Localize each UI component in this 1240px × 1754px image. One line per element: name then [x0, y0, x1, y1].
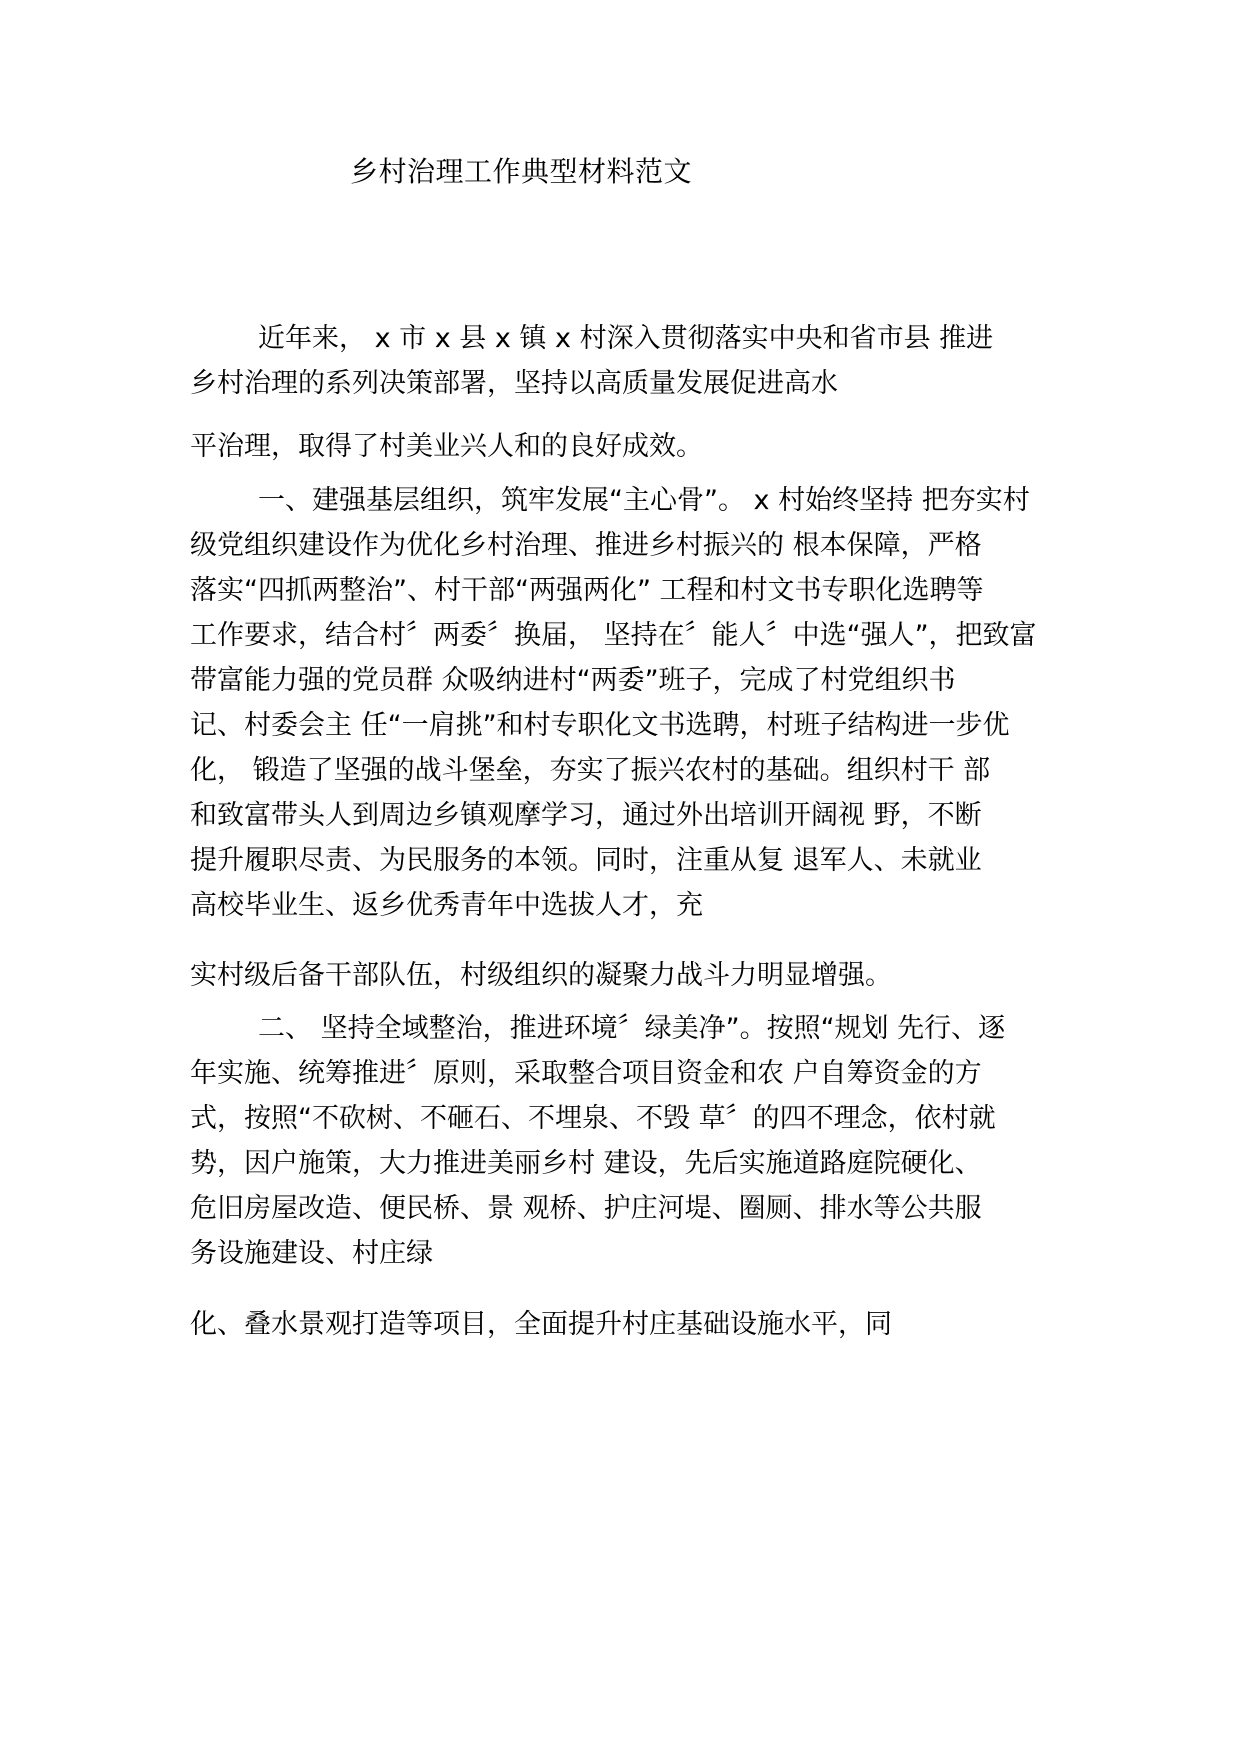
text-line: 记、村委会主 任“一肩挑”和村专职化文书选聘，村班子结构进一步优	[190, 710, 1010, 741]
paragraph-section-one	[190, 478, 1060, 928]
text-line: 和致富带头人到周边乡镇观摩学习，通过外出培训开阔视 野，不断	[190, 800, 982, 831]
text-line: 平治理，取得了村美业兴人和的良好成效。	[190, 431, 703, 462]
text-line: 乡村治理的系列决策部署，坚持以高质量发展促进高水	[190, 368, 838, 399]
paragraph-section-two	[190, 1006, 1060, 1276]
paragraph-intro	[190, 316, 1060, 406]
paragraph-intro-continued	[190, 424, 1060, 469]
text-line: 务设施建设、村庄绿	[190, 1238, 433, 1269]
text-line: 实村级后备干部队伍，村级组织的凝聚力战斗力明显增强。	[190, 960, 892, 991]
text-line: 势，因户施策，大力推进美丽乡村 建设，先后实施道路庭院硬化、	[190, 1148, 982, 1179]
paragraph-section-two-continued	[190, 1302, 1060, 1347]
text-line: 二、 坚持全域整治，推进环境〞绿美净”。按照“规划 先行、逐	[258, 1013, 1006, 1044]
text-line: 提升履职尽责、为民服务的本领。同时，注重从复 退军人、未就业	[190, 845, 982, 876]
text-line: 化， 锻造了坚强的战斗堡垒，夯实了振兴农村的基础。组织村干 部	[190, 755, 991, 786]
text-line: 工作要求，结合村〞两委〞换届， 坚持在〞能人〞中选“强人”，把致富	[190, 620, 1037, 651]
text-line: 一、建强基层组织，筑牢发展“主心骨”。 x 村始终坚持 把夯实村	[258, 485, 1030, 516]
paragraph-section-one-continued	[190, 953, 1060, 998]
text-line: 级党组织建设作为优化乡村治理、推进乡村振兴的 根本保障，严格	[190, 530, 982, 561]
text-line: 年实施、统筹推进〞原则，采取整合项目资金和农 户自筹资金的方	[190, 1058, 982, 1089]
text-line: 式，按照“不砍树、不砸石、不埋泉、不毁 草〞的四不理念，依村就	[190, 1103, 996, 1134]
text-line: 落实“四抓两整治”、村干部“两强两化” 工程和村文书专职化选聘等	[190, 575, 984, 606]
text-line: 高校毕业生、返乡优秀青年中选拔人才，充	[190, 890, 703, 921]
text-line: 带富能力强的党员群 众吸纳进村“两委”班子，完成了村党组织书	[190, 665, 956, 696]
page-title: 乡村治理工作典型材料范文	[350, 155, 693, 188]
text-line: 危旧房屋改造、便民桥、景 观桥、护庄河堤、圈厕、排水等公共服	[190, 1193, 982, 1224]
text-line: 近年来， x 市 x 县 x 镇 x 村深入贯彻落实中央和省市县 推进	[258, 323, 994, 354]
text-line: 化、叠水景观打造等项目，全面提升村庄基础设施水平，同	[190, 1309, 892, 1340]
